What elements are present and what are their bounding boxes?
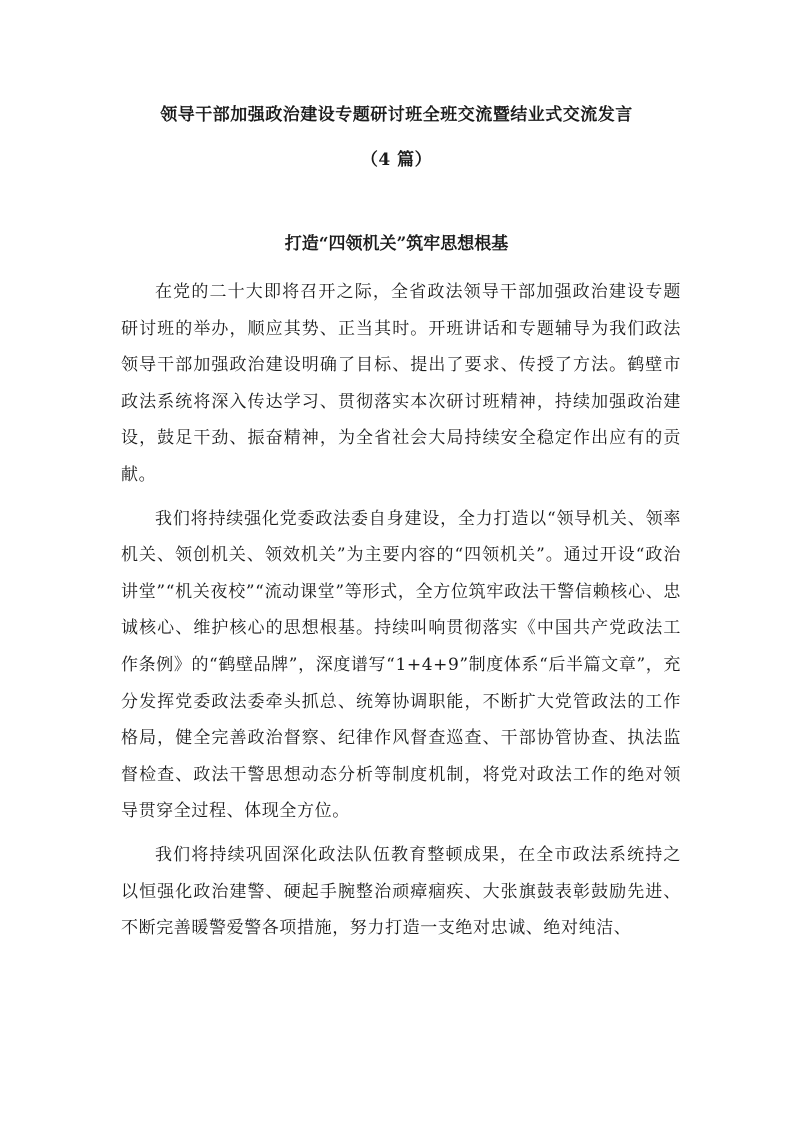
- body-paragraph: 我们将持续巩固深化政法队伍教育整顿成果，在全市政法系统持之以恒强化政治建警、硬起手腕整治顽瘴痼疾、大张旗鼓表彰鼓励先进、不断完善暖警爱警各项措施，努力打造一支绝对忠诚、绝对纯洁、: [121, 844, 681, 939]
- document-title: 领导干部加强政治建设专题研讨班全班交流暨结业式交流发言: [160, 105, 633, 125]
- body-paragraph: 在党的二十大即将召开之际，全省政法领导干部加强政治建设专题研讨班的举办，顺应其势、正当其时。开班讲话和专题辅导为我们政法领导干部加强政治建设明确了目标、提出了要求、传授了方法。鹤壁市政法系统将深入传达学习、贯彻落实本次研讨班精神，持续加强政治建设，鼓足干劲、振奋精神，为全省社会大局持续安全稳定作出应有的贡献。: [121, 282, 681, 485]
- document-title-count: （4 篇）: [360, 150, 433, 170]
- document-body: [121, 274, 681, 954]
- section-heading: 打造“四领机关”筑牢思想根基: [284, 234, 509, 254]
- body-paragraph: 我们将持续强化党委政法委自身建设，全力打造以“领导机关、领率机关、领创机关、领效机关”为主要内容的“四领机关”。通过开设“政治讲堂”“机关夜校”“流动课堂”等形式，全方位筑牢政法干警信赖核心、忠诚核心、维护核心的思想根基。持续叫响贯彻落实《中国共产党政法工作条例》的“鹤壁品牌”，深度谱写“1+4+9”制度体系“后半篇文章”，充分发挥党委政法委牵头抓总、统筹协调职能，不断扩大党管政法的工作格局，健全完善政治督察、纪律作风督查巡查、干部协管协查、执法监督检查、政法干警思想动态分析等制度机制，将党对政法工作的绝对领导贯穿全过程、体现全方位。: [121, 508, 681, 822]
